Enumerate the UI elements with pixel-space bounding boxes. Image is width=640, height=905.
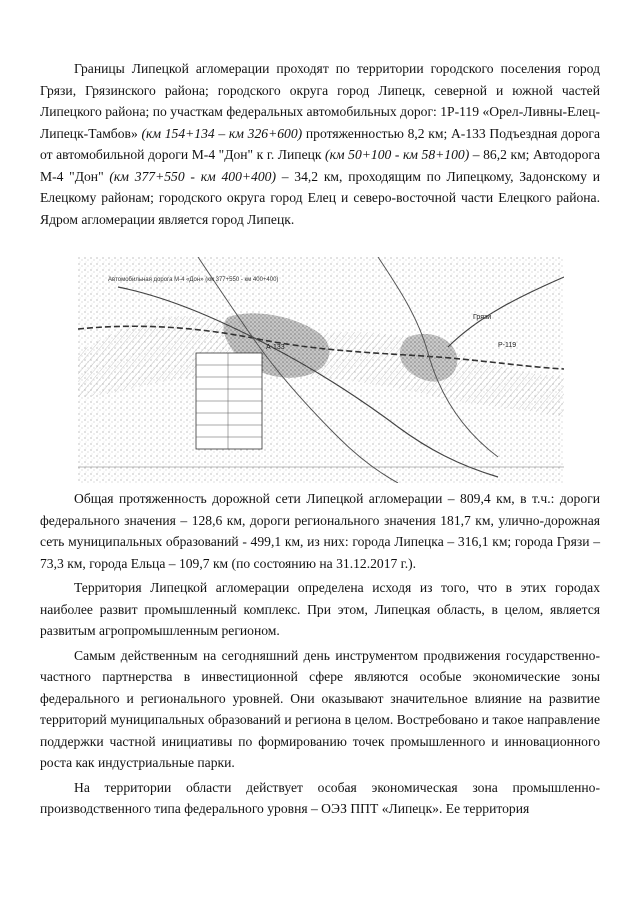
paragraph-territory-definition: Территория Липецкой агломерации определена исходя из того, что в этих городах наиболее развит промышленный комплекс. При этом, Липецкая область, в целом, является развитым агропромышленным регионом.	[40, 580, 600, 638]
map-label-r119: Р-119	[498, 342, 517, 349]
para1-part2: протяженностью 8,2 км; А-133 Подъездная дорога от автомобильной дороги М-4 "Дон" к г. Липецк	[40, 125, 601, 162]
paragraph-road-network-length: Общая протяженность дорожной сети Липецкой агломерации – 809,4 км, в т.ч.: дороги федерального значения – 128,6 км, дороги регионального значения 181,7 км, улично-дорожная сеть муниципальных образований - 499,1 км, из них: города Липецка – 316,1 км; города Грязи – 73,3 км, города Ельца – 109,7 км (по состоянию на 31.12.2017 г.).	[40, 491, 600, 571]
map-label-gryazi: Грязи	[473, 314, 492, 321]
para1-km-range-2: (км 50+100 - км 58+100)	[325, 147, 470, 162]
para1-km-range-1: (км 154+134 – км 326+600)	[141, 125, 303, 141]
paragraph-agglomeration-borders	[40, 58, 600, 230]
text-block-bottom	[40, 488, 600, 820]
text-block-top	[40, 58, 600, 230]
paragraph-sez-lipetsk: На территории области действует особая экономическая зона промышленно-производственного типа федерального уровня – ОЭЗ ППТ «Липецк». Ее территория	[40, 779, 600, 816]
map-label-a133: А-133	[266, 344, 285, 351]
agglomeration-map	[78, 257, 564, 483]
para1-km-range-3: (км 377+550 - км 400+400)	[109, 168, 276, 184]
para1-part4: – 34,2 км, проходящим по Липецкому, Задонскому и Елецкому районам; городского округа город Елец и северо-восточной части Елецкого района. Ядром агломерации является город Липецк.	[40, 168, 600, 227]
para1-part3: – 86,2 км; Автодорога М-4 "Дон"	[40, 147, 600, 184]
para1-part1: Границы Липецкой агломерации проходят по территории городского поселения город Грязи, Грязинского района; городского округа город Липецк, северной и южной частей Липецкого района; по участкам федеральных автомобильных дорог: 1Р-119 «Орел-Ливны-Елец-Липецк-Тамбов»	[40, 61, 600, 141]
map-label-m4: Автомобильная дорога М-4 «Дон» (км 377+550 - км 400+400)	[108, 277, 279, 283]
paragraph-special-economic-zones: Самым действенным на сегодняшний день инструментом продвижения государственно-частного партнерства в инвестиционной сфере являются особые экономические зоны федерального и регионального уровней. Они оказывают значительное влияние на развитие территорий муниципальных образований и региона в целом. Востребовано и такое направление поддержки частной инициативы по формированию точек промышленного и инновационного роста как индустриальные парки.	[40, 647, 600, 770]
